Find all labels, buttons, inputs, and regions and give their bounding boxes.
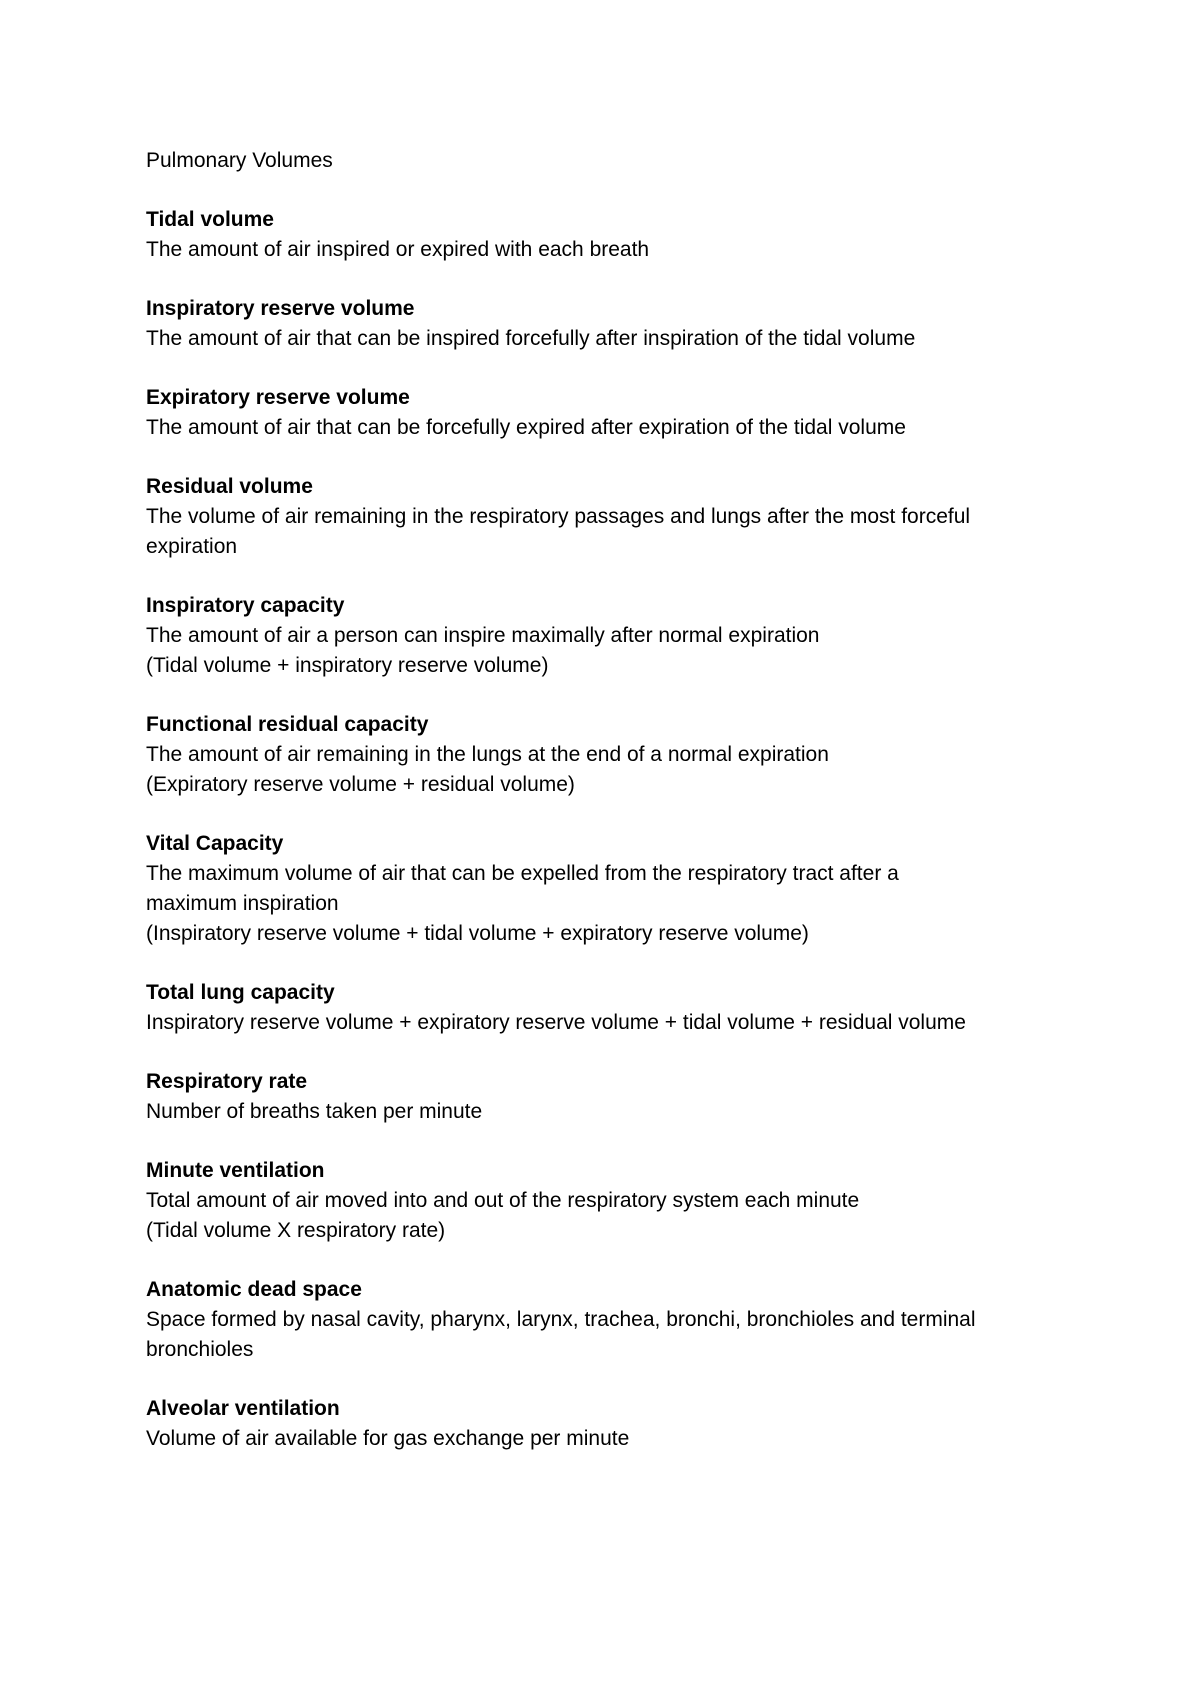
- section-inspiratory-capacity: [146, 591, 1076, 681]
- definition-line: The amount of air a person can inspire maximally after normal expiration: [146, 624, 820, 647]
- definition-line: The amount of air that can be inspired forcefully after inspiration of the tidal volume: [146, 327, 916, 350]
- section-inspiratory-reserve-volume: [146, 294, 1076, 354]
- term-heading: Anatomic dead space: [146, 1278, 362, 1301]
- section-expiratory-reserve-volume: [146, 383, 1076, 443]
- formula-line: (Tidal volume X respiratory rate): [146, 1219, 446, 1242]
- term-heading: Inspiratory reserve volume: [146, 297, 415, 320]
- term-heading: Inspiratory capacity: [146, 594, 345, 617]
- section-tidal-volume: [146, 205, 1076, 265]
- formula-line: (Expiratory reserve volume + residual volume): [146, 773, 575, 796]
- term-heading: Vital Capacity: [146, 832, 284, 855]
- definition-line: Number of breaths taken per minute: [146, 1100, 483, 1123]
- formula-line: Inspiratory reserve volume + expiratory reserve volume + tidal volume + residual volume: [146, 1011, 966, 1034]
- term-heading: Alveolar ventilation: [146, 1397, 340, 1420]
- term-heading: Respiratory rate: [146, 1070, 308, 1093]
- definition-line: The amount of air inspired or expired with each breath: [146, 238, 650, 261]
- section-functional-residual-capacity: [146, 710, 1076, 800]
- section-minute-ventilation: [146, 1156, 1076, 1246]
- definition-line: Volume of air available for gas exchange per minute: [146, 1427, 630, 1450]
- definition-line: The amount of air remaining in the lungs at the end of a normal expiration: [146, 743, 829, 766]
- term-heading: Residual volume: [146, 475, 313, 498]
- term-heading: Total lung capacity: [146, 981, 335, 1004]
- definition-line: Total amount of air moved into and out of the respiratory system each minute: [146, 1189, 860, 1212]
- document-page: [146, 146, 1076, 1483]
- definition-line: bronchioles: [146, 1338, 254, 1361]
- section-total-lung-capacity: [146, 978, 1076, 1038]
- document-title: Pulmonary Volumes: [146, 149, 333, 172]
- section-residual-volume: [146, 472, 1076, 562]
- definition-line: The volume of air remaining in the respiratory passages and lungs after the most forceful: [146, 505, 971, 528]
- definition-line: Space formed by nasal cavity, pharynx, larynx, trachea, bronchi, bronchioles and terminal: [146, 1308, 976, 1331]
- definition-line: maximum inspiration: [146, 892, 339, 915]
- section-respiratory-rate: [146, 1067, 1076, 1127]
- section-vital-capacity: [146, 829, 1076, 949]
- section-anatomic-dead-space: [146, 1275, 1076, 1365]
- term-heading: Expiratory reserve volume: [146, 386, 410, 409]
- definition-line: The amount of air that can be forcefully expired after expiration of the tidal volume: [146, 416, 906, 439]
- section-alveolar-ventilation: [146, 1394, 1076, 1454]
- formula-line: (Tidal volume + inspiratory reserve volume): [146, 654, 549, 677]
- term-heading: Minute ventilation: [146, 1159, 325, 1182]
- term-heading: Functional residual capacity: [146, 713, 429, 736]
- definition-line: The maximum volume of air that can be expelled from the respiratory tract after a: [146, 862, 899, 885]
- definition-line: expiration: [146, 535, 238, 558]
- term-heading: Tidal volume: [146, 208, 274, 231]
- formula-line: (Inspiratory reserve volume + tidal volume + expiratory reserve volume): [146, 922, 809, 945]
